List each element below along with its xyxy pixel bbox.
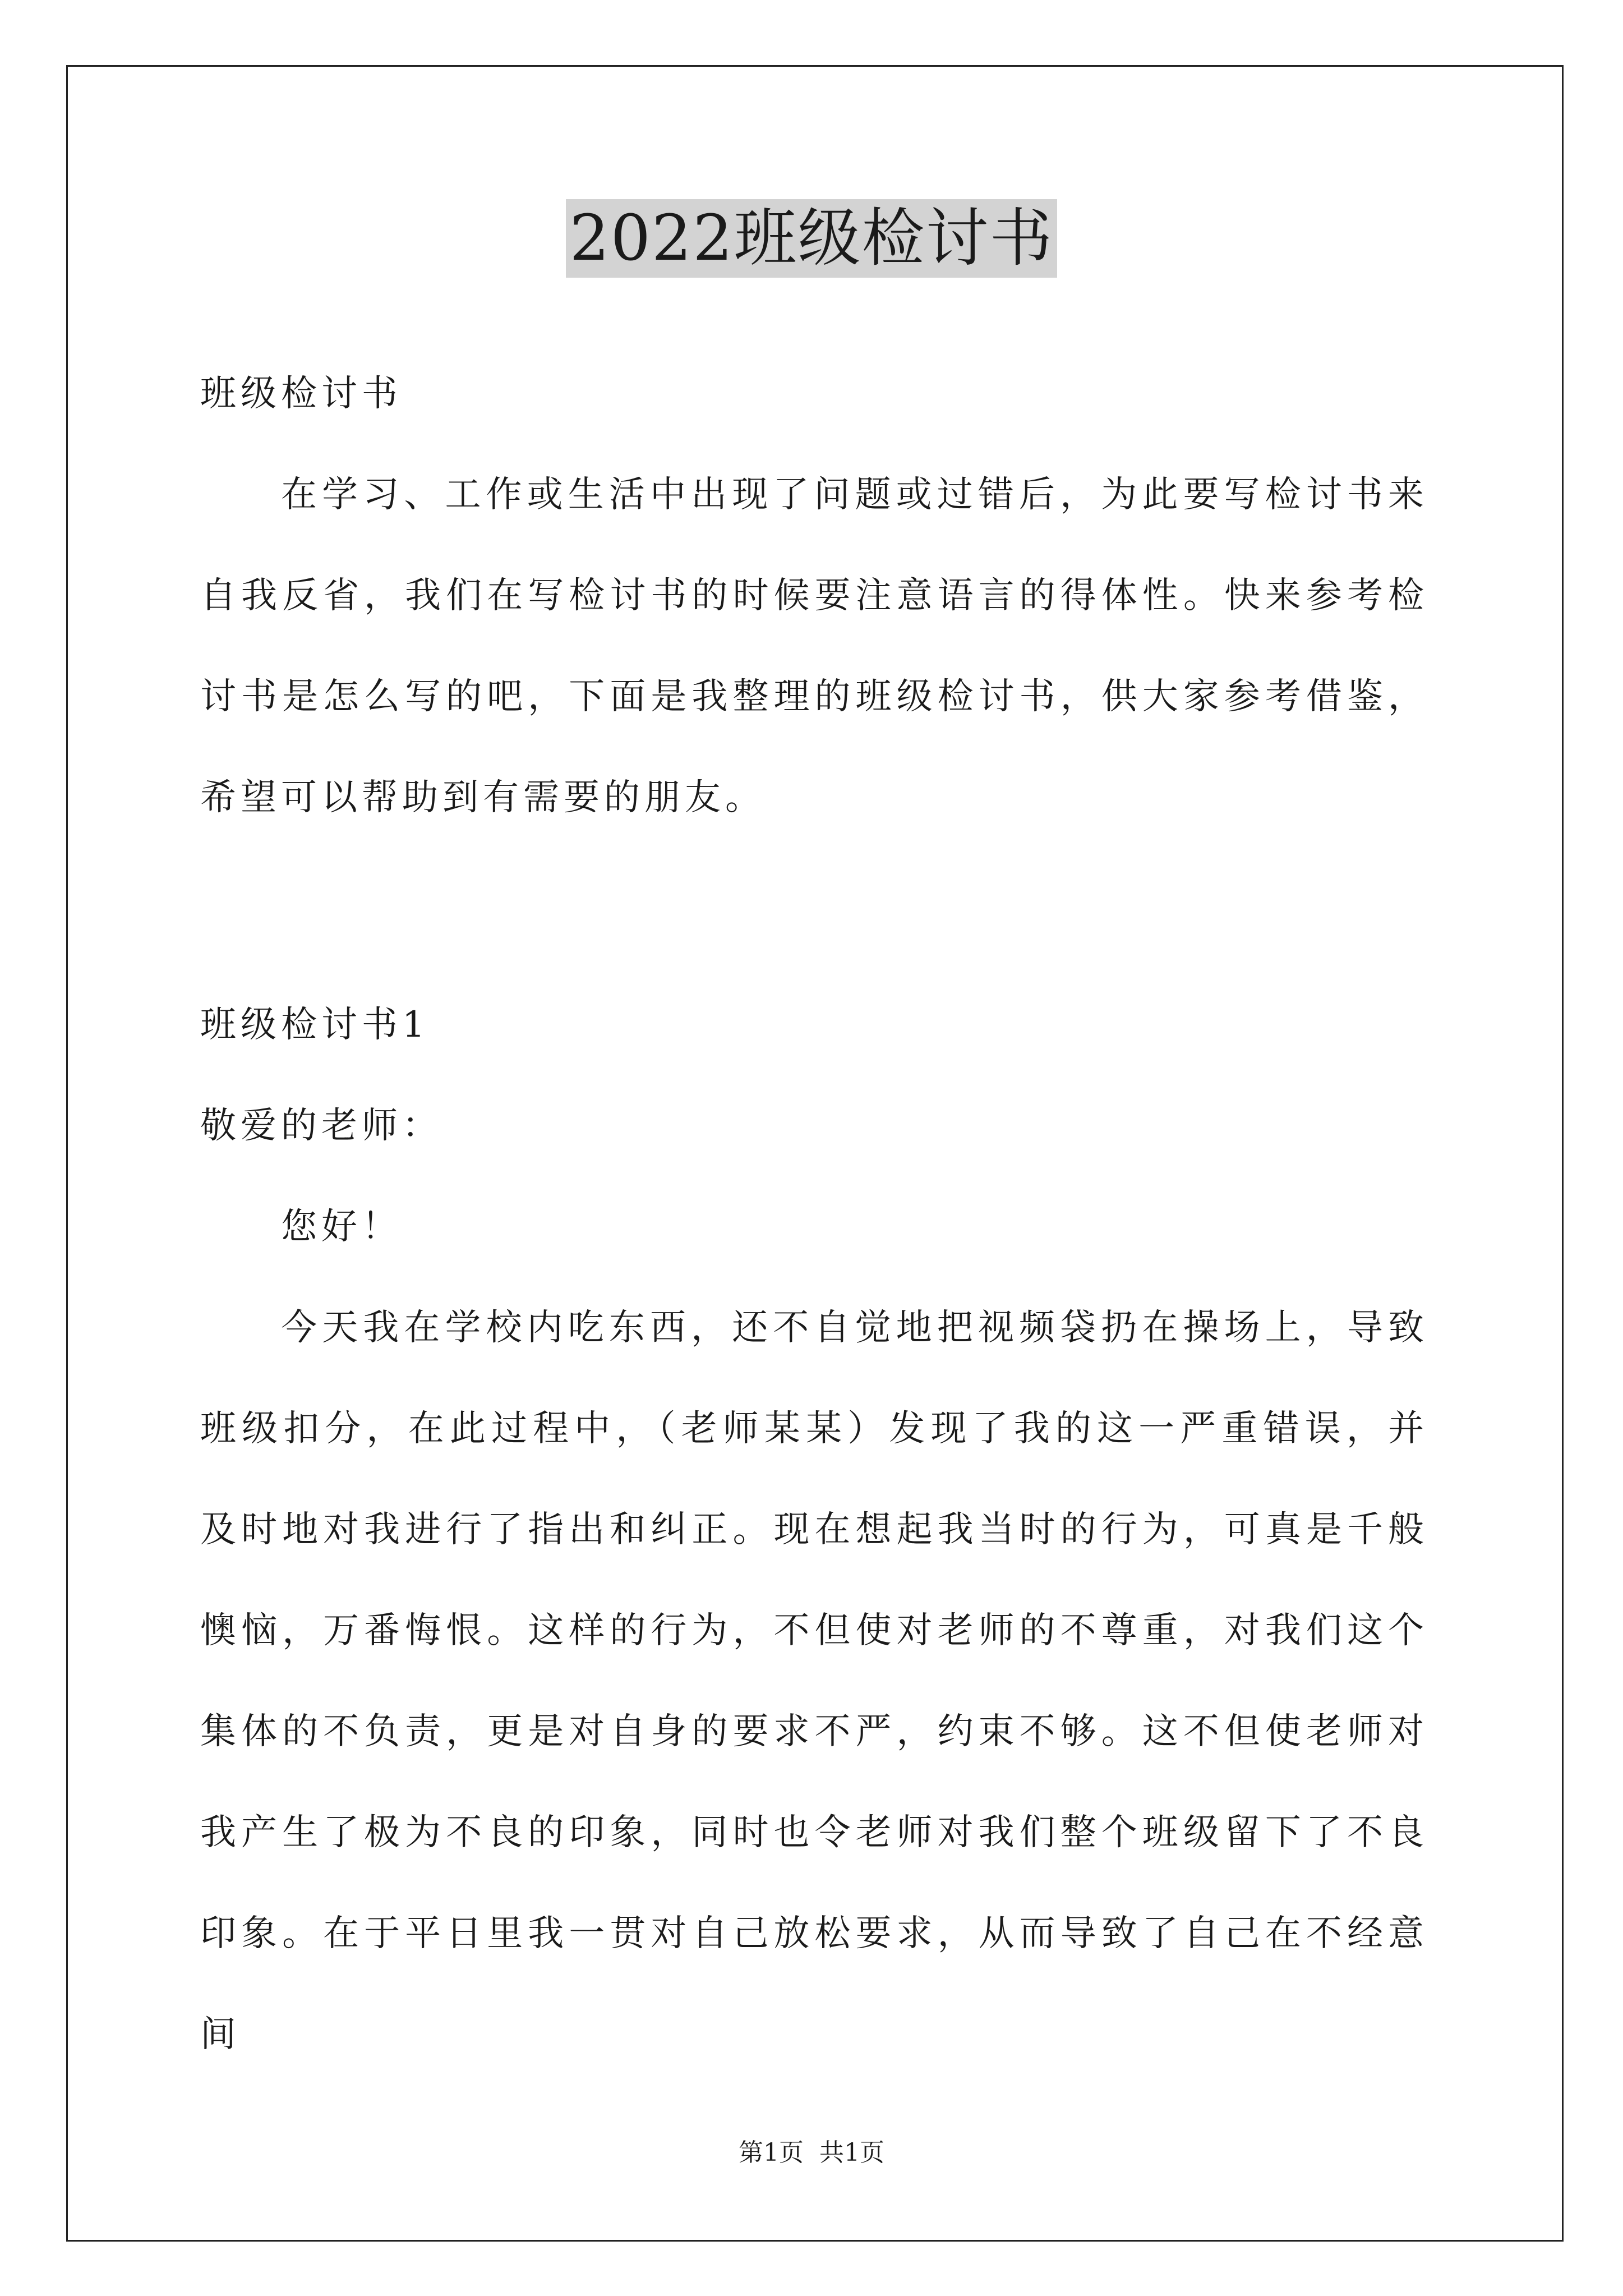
body-paragraph: 今天我在学校内吃东西，还不自觉地把视频袋扔在操场上，导致班级扣分，在此过程中，（老师某某）发现了我的这一严重错误，并及时地对我进行了指出和纠正。现在想起我当时的行为，可真是千般懊恼，万番悔恨。这样的行为，不但使对老师的不尊重，对我们这个集体的不负责，更是对自身的要求不严，约束不够。这不但使老师对我产生了极为不良的印象，同时也令老师对我们整个班级留下了不良印象。在于平日里我一贯对自己放松要求，从而导致了自己在不经意间 xyxy=(200,1307,1428,2055)
subtitle: 班级检讨书 xyxy=(200,373,402,415)
page-footer xyxy=(0,2136,1623,2170)
document-body xyxy=(200,343,1428,2085)
greeting: 您好！ xyxy=(281,1206,402,1248)
section-spacer xyxy=(200,848,1428,974)
document-title: 2022班级检讨书 xyxy=(566,199,1057,278)
intro-paragraph: 在学习、工作或生活中出现了问题或过错后，为此要写检讨书来自我反省，我们在写检讨书的时候要注意语言的得体性。快来参考检讨书是怎么写的吧，下面是我整理的班级检讨书，供大家参考借鉴，希望可以帮助到有需要的朋友。 xyxy=(200,474,1428,818)
section-heading: 班级检讨书1 xyxy=(200,1004,430,1046)
title-container xyxy=(0,199,1623,278)
salutation: 敬爱的老师： xyxy=(200,1105,442,1147)
page-number: 第1页 xyxy=(739,2138,804,2167)
total-pages: 共1页 xyxy=(819,2138,884,2167)
